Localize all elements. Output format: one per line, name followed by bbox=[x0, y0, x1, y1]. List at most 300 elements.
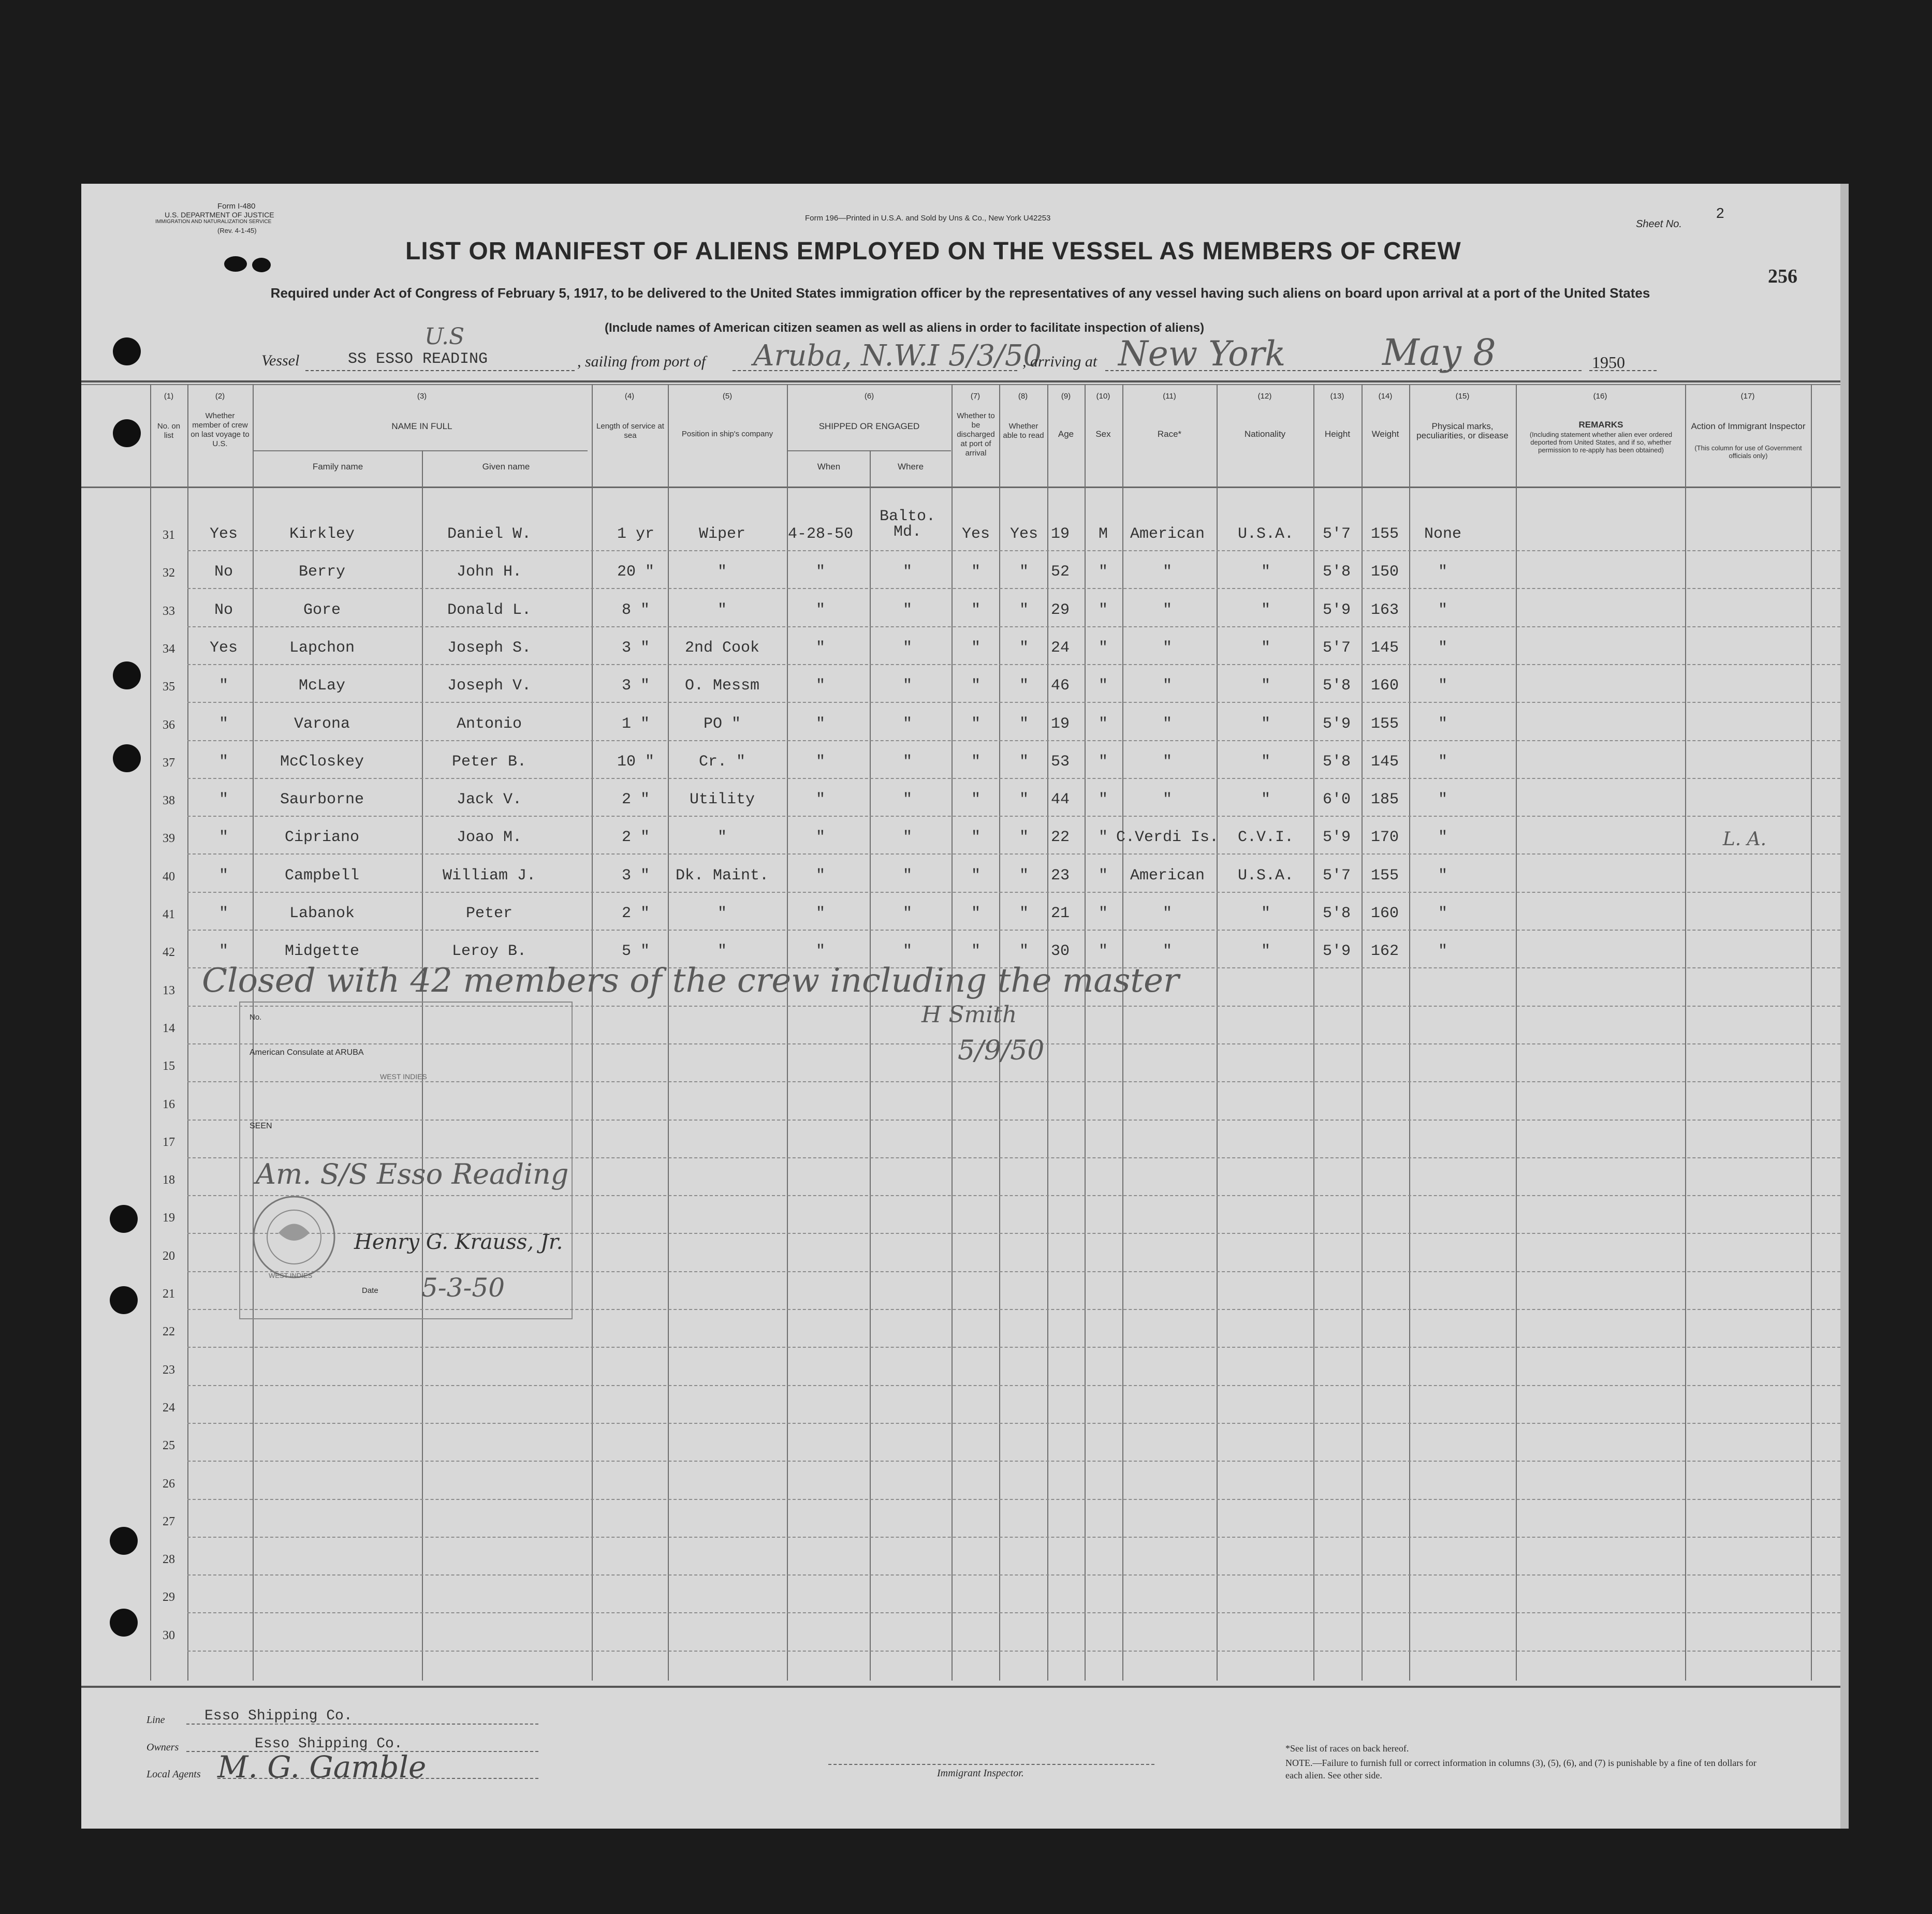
family-name-cell: Berry bbox=[298, 563, 346, 581]
prev-voyage-cell: No bbox=[214, 601, 233, 619]
shipped-when-cell: " bbox=[815, 563, 826, 581]
stamp-number: 256 bbox=[1768, 266, 1797, 287]
empty-row-number: 27 bbox=[163, 1514, 175, 1528]
row-rule bbox=[187, 1612, 1840, 1614]
col-num-6: (6) bbox=[864, 392, 874, 401]
column-divider bbox=[787, 384, 788, 1681]
service-length-cell: 3 " bbox=[621, 677, 650, 695]
height-cell: 6'0 bbox=[1322, 791, 1351, 809]
can-read-cell: " bbox=[1019, 715, 1029, 733]
physical-marks-cell: " bbox=[1438, 866, 1448, 885]
empty-row-number: 16 bbox=[163, 1097, 175, 1111]
sex-cell: " bbox=[1098, 829, 1108, 847]
discharge-cell: " bbox=[971, 943, 981, 961]
port-to: New York bbox=[1118, 334, 1286, 374]
stamp-line-no: No. bbox=[250, 1013, 262, 1022]
shipped-where-cell: " bbox=[902, 639, 913, 657]
empty-row-number: 29 bbox=[163, 1591, 175, 1604]
race-cell: " bbox=[1162, 791, 1173, 809]
form-title: LIST OR MANIFEST OF ALIENS EMPLOYED ON THE VESSEL AS MEMBERS OF CREW bbox=[405, 238, 1461, 265]
row-number: 35 bbox=[163, 680, 175, 694]
physical-marks-cell: " bbox=[1438, 715, 1448, 733]
sex-cell: " bbox=[1098, 753, 1108, 771]
header-top-rule bbox=[81, 384, 1840, 386]
nationality-cell: C.V.I. bbox=[1237, 829, 1294, 847]
nationality-cell: " bbox=[1261, 563, 1271, 581]
given-name-cell: Joseph S. bbox=[447, 639, 532, 657]
row-rule bbox=[187, 664, 1840, 666]
row-rule bbox=[187, 1385, 1840, 1387]
row-number: 32 bbox=[163, 566, 175, 580]
weight-cell: 155 bbox=[1370, 525, 1399, 543]
weight-cell: 155 bbox=[1370, 866, 1399, 885]
port-rule bbox=[733, 370, 1017, 372]
consular-seal bbox=[247, 1191, 341, 1282]
height-cell: 5'7 bbox=[1322, 525, 1351, 543]
given-name-cell: Joseph V. bbox=[447, 677, 532, 695]
discharge-cell: Yes bbox=[961, 525, 990, 543]
height-cell: 5'7 bbox=[1322, 866, 1351, 885]
given-name-cell: Antonio bbox=[456, 715, 522, 733]
col-num-16: (16) bbox=[1593, 392, 1607, 401]
race-cell: " bbox=[1162, 677, 1173, 695]
col-label-weight: Weight bbox=[1371, 429, 1399, 439]
service-length-cell: 2 " bbox=[621, 829, 650, 847]
can-read-cell: " bbox=[1019, 563, 1029, 581]
column-divider bbox=[1409, 384, 1410, 1681]
race-cell: " bbox=[1162, 753, 1173, 771]
empty-row-number: 28 bbox=[163, 1553, 175, 1567]
height-cell: 5'9 bbox=[1322, 829, 1351, 847]
penalty-note: NOTE.—Failure to furnish full or correct information in columns (3), (5), (6), and (7) is punishable by a fine of ten dollars for each alien. See other side. bbox=[1285, 1758, 1757, 1780]
col-label-discharge: Whether to be discharged at port of arrival bbox=[957, 411, 995, 458]
shipped-when-cell: " bbox=[815, 943, 826, 961]
column-divider bbox=[870, 450, 871, 1681]
column-divider bbox=[1047, 384, 1048, 1681]
position-cell: O. Messm bbox=[684, 677, 760, 695]
col-num-3: (3) bbox=[417, 392, 427, 401]
age-cell: 23 bbox=[1050, 866, 1070, 885]
stamp-date: 5-3-50 bbox=[421, 1273, 505, 1303]
races-note: *See list of races on back hereof. bbox=[1285, 1743, 1409, 1754]
shipped-when-cell: " bbox=[815, 866, 826, 885]
col-label-family: Family name bbox=[312, 462, 363, 472]
height-cell: 5'7 bbox=[1322, 639, 1351, 657]
service-length-cell: 2 " bbox=[621, 791, 650, 809]
col-label-read: Whether able to read bbox=[1003, 422, 1044, 440]
row-rule bbox=[187, 853, 1840, 855]
header-bottom-rule bbox=[81, 487, 1840, 489]
col-label-race: Race* bbox=[1157, 429, 1182, 439]
physical-marks-cell: " bbox=[1438, 791, 1448, 809]
col-label-age: Age bbox=[1058, 429, 1074, 439]
column-divider bbox=[187, 384, 188, 1681]
empty-row-number: 14 bbox=[163, 1021, 175, 1035]
shipped-when-cell: " bbox=[815, 753, 826, 771]
agents-rule bbox=[217, 1778, 538, 1779]
col-label-when: When bbox=[817, 462, 841, 472]
sex-cell: " bbox=[1098, 563, 1108, 581]
column-divider bbox=[1362, 384, 1363, 1681]
physical-marks-cell: " bbox=[1438, 753, 1448, 771]
col-num-2: (2) bbox=[215, 392, 225, 401]
empty-row-number: 23 bbox=[163, 1363, 175, 1377]
stamp-vessel: Am. S/S Esso Reading bbox=[256, 1158, 569, 1190]
prev-voyage-cell: " bbox=[218, 753, 229, 771]
physical-marks-cell: " bbox=[1438, 943, 1448, 961]
col-label-given: Given name bbox=[482, 462, 530, 472]
discharge-cell: " bbox=[971, 791, 981, 809]
shipped-when-cell: " bbox=[815, 715, 826, 733]
nationality-cell: " bbox=[1261, 791, 1271, 809]
column-divider bbox=[1811, 384, 1812, 1681]
sex-cell: " bbox=[1098, 639, 1108, 657]
given-name-cell: Donald L. bbox=[447, 601, 532, 619]
col-label-action: Action of Immigrant Inspector bbox=[1691, 421, 1806, 431]
sex-cell: " bbox=[1098, 866, 1108, 885]
can-read-cell: " bbox=[1019, 639, 1029, 657]
col-label-where: Where bbox=[897, 462, 924, 472]
row-rule bbox=[187, 740, 1840, 742]
discharge-cell: " bbox=[971, 905, 981, 922]
service-length-cell: 3 " bbox=[621, 639, 650, 657]
col-label-nationality: Nationality bbox=[1244, 429, 1286, 439]
weight-cell: 145 bbox=[1370, 753, 1399, 771]
col-label-name: NAME IN FULL bbox=[391, 421, 452, 431]
col-label-service: Length of service at sea bbox=[596, 422, 664, 440]
physical-marks-cell: " bbox=[1438, 563, 1448, 581]
position-cell: Wiper bbox=[698, 525, 746, 543]
height-cell: 5'9 bbox=[1322, 601, 1351, 619]
row-number: 38 bbox=[163, 794, 175, 808]
age-cell: 53 bbox=[1050, 753, 1070, 771]
service-name: IMMIGRATION AND NATURALIZATION SERVICE bbox=[155, 219, 272, 225]
discharge-cell: " bbox=[971, 677, 981, 695]
column-divider bbox=[1516, 384, 1517, 1681]
can-read-cell: " bbox=[1019, 943, 1029, 961]
shipped-where-cell: " bbox=[902, 601, 913, 619]
column-divider bbox=[952, 384, 953, 1681]
age-cell: 22 bbox=[1050, 829, 1070, 847]
age-cell: 21 bbox=[1050, 905, 1070, 922]
physical-marks-cell: " bbox=[1438, 639, 1448, 657]
row-rule bbox=[187, 1461, 1840, 1462]
shipped-where-cell: " bbox=[902, 563, 913, 581]
service-length-cell: 20 " bbox=[617, 563, 655, 581]
agents-signature: M. G. Gamble bbox=[217, 1749, 427, 1785]
col-num-5: (5) bbox=[722, 392, 733, 401]
arriving-label: , arriving at bbox=[1022, 353, 1097, 370]
col-num-13: (13) bbox=[1330, 392, 1344, 401]
shipped-where-cell: " bbox=[902, 677, 913, 695]
col-num-4: (4) bbox=[624, 392, 635, 401]
prev-voyage-cell: " bbox=[218, 715, 229, 733]
prev-voyage-cell: " bbox=[218, 829, 229, 847]
sailing-label: , sailing from port of bbox=[577, 353, 706, 370]
race-cell: C.Verdi Is. bbox=[1116, 829, 1219, 847]
empty-row-number: 24 bbox=[163, 1401, 175, 1415]
age-cell: 52 bbox=[1050, 563, 1070, 581]
col-num-15: (15) bbox=[1455, 392, 1470, 401]
can-read-cell: " bbox=[1019, 791, 1029, 809]
physical-marks-cell: " bbox=[1438, 677, 1448, 695]
row-rule bbox=[187, 930, 1840, 931]
col-label-sex: Sex bbox=[1095, 429, 1111, 439]
physical-marks-cell: " bbox=[1438, 905, 1448, 922]
row-number: 42 bbox=[163, 946, 175, 960]
family-name-cell: Varona bbox=[294, 715, 350, 733]
family-name-cell: Campbell bbox=[284, 866, 360, 885]
column-divider bbox=[1217, 384, 1218, 1681]
race-cell: " bbox=[1162, 905, 1173, 922]
column-divider bbox=[999, 384, 1000, 1681]
owners-label: Owners bbox=[147, 1742, 179, 1753]
row-rule bbox=[187, 1423, 1840, 1424]
form-subtitle: Required under Act of Congress of February 5, 1917, to be delivered to the United States immigration officer by the representatives of any vessel having such aliens on board upon arrival at a port of the United States bbox=[270, 285, 1650, 301]
shipped-when-cell: " bbox=[815, 791, 826, 809]
shipped-where-cell: " bbox=[902, 829, 913, 847]
closing-note: Closed with 42 members of the crew including the master bbox=[202, 962, 1179, 1000]
height-cell: 5'9 bbox=[1322, 943, 1351, 961]
inspector-rule bbox=[828, 1764, 1154, 1765]
family-name-cell: McLay bbox=[298, 677, 346, 695]
weight-cell: 163 bbox=[1370, 601, 1399, 619]
column-divider bbox=[1685, 384, 1686, 1681]
stamp-line-region: WEST INDIES bbox=[380, 1072, 427, 1081]
row-number: 40 bbox=[163, 870, 175, 884]
position-cell: " bbox=[717, 563, 727, 581]
col-num-12: (12) bbox=[1257, 392, 1272, 401]
empty-row-number: 17 bbox=[163, 1135, 175, 1149]
col-label-remarks-note: (Including statement whether alien ever ordered deported from United States, and if so, whether permission to re-apply has been obtained) bbox=[1529, 431, 1673, 454]
prev-voyage-cell: " bbox=[218, 866, 229, 885]
weight-cell: 170 bbox=[1370, 829, 1399, 847]
position-cell: " bbox=[717, 829, 727, 847]
col-num-1: (1) bbox=[164, 392, 174, 401]
inspector-action-cell: L. A. bbox=[1722, 829, 1767, 850]
row-rule bbox=[187, 550, 1840, 552]
sex-cell: " bbox=[1098, 601, 1108, 619]
weight-cell: 160 bbox=[1370, 905, 1399, 922]
given-name-cell: Joao M. bbox=[456, 829, 522, 847]
height-cell: 5'8 bbox=[1322, 563, 1351, 581]
col-num-14: (14) bbox=[1378, 392, 1393, 401]
weight-cell: 150 bbox=[1370, 563, 1399, 581]
service-length-cell: 1 " bbox=[621, 715, 650, 733]
column-divider bbox=[592, 384, 593, 1681]
shipped-when-cell: " bbox=[815, 905, 826, 922]
family-name-cell: Midgette bbox=[284, 943, 360, 961]
race-cell: " bbox=[1162, 563, 1173, 581]
col-num-7: (7) bbox=[970, 392, 980, 401]
row-rule bbox=[187, 816, 1840, 817]
can-read-cell: " bbox=[1019, 866, 1029, 885]
given-name-cell: Peter bbox=[465, 905, 513, 922]
sheet-number: 2 bbox=[1716, 205, 1724, 221]
can-read-cell: " bbox=[1019, 753, 1029, 771]
family-name-cell: Lapchon bbox=[289, 639, 355, 657]
weight-cell: 185 bbox=[1370, 791, 1399, 809]
punch-hole bbox=[113, 337, 141, 365]
stamp-line-consulate: American Consulate at ARUBA bbox=[250, 1048, 364, 1057]
position-cell: " bbox=[717, 943, 727, 961]
empty-row-number: 26 bbox=[163, 1477, 175, 1491]
shipped-where-cell: " bbox=[902, 866, 913, 885]
revision: (Rev. 4-1-45) bbox=[217, 227, 257, 234]
row-rule bbox=[187, 626, 1840, 628]
family-name-cell: Saurborne bbox=[280, 791, 364, 809]
position-cell: Cr. " bbox=[698, 753, 746, 771]
given-name-cell: Daniel W. bbox=[447, 525, 532, 543]
can-read-cell: Yes bbox=[1009, 525, 1038, 543]
prev-voyage-cell: " bbox=[218, 791, 229, 809]
row-rule bbox=[187, 1347, 1840, 1348]
empty-row-number: 15 bbox=[163, 1059, 175, 1073]
col-num-9: (9) bbox=[1061, 392, 1071, 401]
col-num-11: (11) bbox=[1163, 392, 1176, 401]
position-cell: PO " bbox=[703, 715, 741, 733]
sex-cell: " bbox=[1098, 715, 1108, 733]
form-note: (Include names of American citizen seamen as well as aliens in order to facilitate inspection of aliens) bbox=[605, 321, 1205, 335]
discharge-cell: " bbox=[971, 563, 981, 581]
race-cell: " bbox=[1162, 601, 1173, 619]
column-divider bbox=[668, 384, 669, 1681]
column-divider bbox=[1313, 384, 1314, 1681]
position-cell: " bbox=[717, 601, 727, 619]
col-label-no: No. on list bbox=[157, 422, 181, 440]
weight-cell: 145 bbox=[1370, 639, 1399, 657]
col-label-action-note: (This column for use of Government officials only) bbox=[1694, 444, 1802, 460]
nationality-cell: U.S.A. bbox=[1237, 866, 1294, 885]
line-value: Esso Shipping Co. bbox=[204, 1708, 353, 1724]
col-label-member: Whether member of crew on last voyage to U.S. bbox=[191, 411, 250, 448]
family-name-cell: Labanok bbox=[289, 905, 355, 922]
shipped-where-cell: " bbox=[902, 943, 913, 961]
age-cell: 46 bbox=[1050, 677, 1070, 695]
race-cell: " bbox=[1162, 715, 1173, 733]
prev-voyage-cell: No bbox=[214, 563, 233, 581]
row-number: 31 bbox=[163, 528, 175, 542]
shipped-where-cell: Balto. Md. bbox=[879, 508, 936, 541]
shipped-where-cell: " bbox=[902, 715, 913, 733]
column-divider bbox=[150, 384, 151, 1681]
vessel-label: Vessel bbox=[261, 352, 300, 369]
owners-rule bbox=[186, 1751, 538, 1753]
column-divider bbox=[1122, 384, 1123, 1681]
given-name-cell: William J. bbox=[442, 866, 536, 885]
family-name-cell: Gore bbox=[303, 601, 341, 619]
sex-cell: " bbox=[1098, 677, 1108, 695]
arrival-date: May 8 bbox=[1382, 331, 1496, 374]
prev-voyage-cell: Yes bbox=[209, 639, 238, 657]
age-cell: 30 bbox=[1050, 943, 1070, 961]
nationality-cell: " bbox=[1261, 677, 1271, 695]
height-cell: 5'8 bbox=[1322, 677, 1351, 695]
can-read-cell: " bbox=[1019, 601, 1029, 619]
closing-initials: H Smith bbox=[921, 1002, 1017, 1028]
position-cell: Dk. Maint. bbox=[675, 866, 769, 885]
physical-marks-cell: " bbox=[1438, 601, 1448, 619]
year-rule bbox=[1589, 370, 1657, 372]
position-cell: 2nd Cook bbox=[684, 639, 760, 657]
nationality-cell: " bbox=[1261, 943, 1271, 961]
given-name-cell: John H. bbox=[456, 563, 522, 581]
weight-cell: 155 bbox=[1370, 715, 1399, 733]
ink-blot-mark bbox=[217, 248, 280, 279]
service-length-cell: 5 " bbox=[621, 943, 650, 961]
owners-value: Esso Shipping Co. bbox=[255, 1736, 403, 1752]
given-name-cell: Jack V. bbox=[456, 791, 522, 809]
line-rule bbox=[186, 1724, 538, 1725]
row-number: 41 bbox=[163, 908, 175, 921]
prev-voyage-cell: Yes bbox=[209, 525, 238, 543]
sheet-edge bbox=[1840, 184, 1849, 1829]
shipped-when-cell: " bbox=[815, 829, 826, 847]
row-number: 37 bbox=[163, 756, 175, 770]
empty-row-number: 13 bbox=[163, 983, 175, 997]
height-cell: 5'8 bbox=[1322, 905, 1351, 922]
stamp-date-label: Date bbox=[362, 1286, 378, 1295]
inspector-label: Immigrant Inspector. bbox=[937, 1768, 1024, 1779]
shipped-where-cell: " bbox=[902, 905, 913, 922]
physical-marks-cell: " bbox=[1438, 829, 1448, 847]
column-divider bbox=[1085, 384, 1086, 1681]
prev-voyage-cell: " bbox=[218, 677, 229, 695]
empty-row-number: 25 bbox=[163, 1439, 175, 1453]
given-name-cell: Leroy B. bbox=[451, 943, 527, 961]
col-label-shipped: SHIPPED OR ENGAGED bbox=[818, 421, 920, 431]
age-cell: 29 bbox=[1050, 601, 1070, 619]
vessel-rule bbox=[305, 370, 575, 372]
prev-voyage-cell: " bbox=[218, 905, 229, 922]
empty-row-number: 22 bbox=[163, 1325, 175, 1339]
can-read-cell: " bbox=[1019, 829, 1029, 847]
consular-stamp bbox=[239, 1002, 573, 1319]
empty-row-number: 18 bbox=[163, 1173, 175, 1187]
row-number: 39 bbox=[163, 832, 175, 846]
empty-row-number: 19 bbox=[163, 1211, 175, 1225]
department-name: U.S. DEPARTMENT OF JUSTICE bbox=[165, 211, 274, 219]
sex-cell: " bbox=[1098, 905, 1108, 922]
service-length-cell: 3 " bbox=[621, 866, 650, 885]
col-label-position: Position in ship's company bbox=[681, 430, 773, 438]
sex-cell: " bbox=[1098, 943, 1108, 961]
race-cell: " bbox=[1162, 639, 1173, 657]
row-rule bbox=[187, 1651, 1840, 1652]
given-name-cell: Peter B. bbox=[451, 753, 527, 771]
stamp-line-seen: SEEN bbox=[250, 1122, 272, 1130]
nationality-cell: " bbox=[1261, 601, 1271, 619]
race-cell: American bbox=[1130, 525, 1205, 543]
nationality-cell: " bbox=[1261, 639, 1271, 657]
family-name-cell: Kirkley bbox=[289, 525, 355, 543]
discharge-cell: " bbox=[971, 715, 981, 733]
race-cell: " bbox=[1162, 943, 1173, 961]
col-num-10: (10) bbox=[1096, 392, 1110, 401]
row-rule bbox=[187, 892, 1840, 893]
shipped-when-cell: " bbox=[815, 639, 826, 657]
port-from: Aruba, N.W.I 5/3/50 bbox=[753, 339, 1042, 373]
col-label-remarks: REMARKS bbox=[1578, 420, 1623, 430]
shipped-where-cell: " bbox=[902, 791, 913, 809]
age-cell: 44 bbox=[1050, 791, 1070, 809]
position-cell: " bbox=[717, 905, 727, 922]
row-number: 36 bbox=[163, 718, 175, 732]
family-name-cell: Cipriano bbox=[284, 829, 360, 847]
can-read-cell: " bbox=[1019, 677, 1029, 695]
shipped-where-cell: " bbox=[902, 753, 913, 771]
nationality-cell: " bbox=[1261, 753, 1271, 771]
